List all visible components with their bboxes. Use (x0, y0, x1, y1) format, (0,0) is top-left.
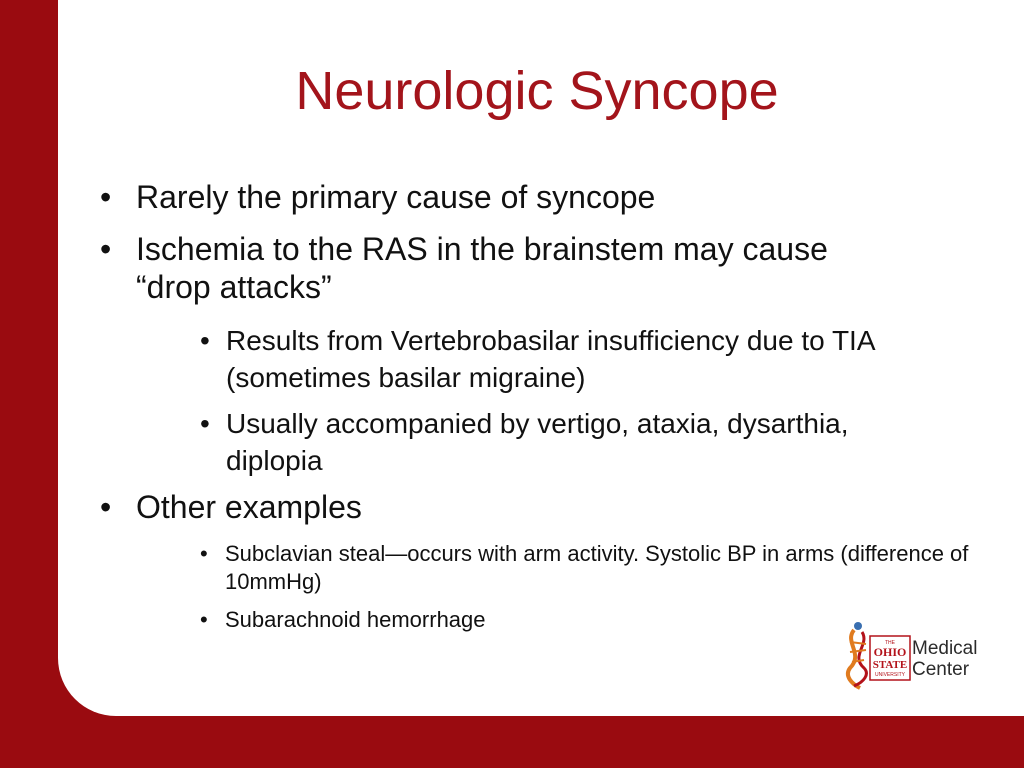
svg-text:THE: THE (885, 640, 895, 646)
bullet-marker: • (100, 231, 112, 267)
medical-center-logo (840, 618, 1000, 690)
sub-bullet-marker: • (200, 408, 210, 439)
sub-bullet-marker: • (200, 325, 210, 356)
svg-text:STATE: STATE (872, 659, 908, 671)
sub-bullet-text: Results from Vertebrobasilar insufficiency due to TIA (sometimes basilar migraine) (226, 325, 874, 393)
sub-bullet-marker: • (200, 607, 208, 632)
svg-text:OHIO: OHIO (873, 645, 907, 659)
logo-wordmark (912, 638, 977, 680)
bullet-text: Rarely the primary cause of syncope (136, 179, 656, 215)
sub-bullet-text: Usually accompanied by vertigo, ataxia, dysarthia, diplopia (226, 408, 849, 476)
sub-bullet-text: Subarachnoid hemorrhage (225, 607, 486, 632)
slide-title: Neurologic Syncope (295, 61, 779, 121)
svg-text:UNIVERSITY: UNIVERSITY (874, 672, 906, 678)
bullet-text: Other examples (136, 489, 362, 525)
ohio-state-seal-icon (840, 618, 912, 690)
bullet-marker: • (100, 179, 112, 215)
bullet-text: Ischemia to the RAS in the brainstem may cause “drop attacks” (136, 231, 828, 305)
bullet-marker: • (100, 489, 112, 525)
logo-line-center: Center (912, 659, 970, 680)
logo-line-medical: Medical (912, 638, 978, 659)
sub-bullet-text: Subclavian steal—occurs with arm activity. Systolic BP in arms (difference of 10mmHg) (225, 541, 969, 594)
sub-bullet-marker: • (200, 541, 208, 566)
